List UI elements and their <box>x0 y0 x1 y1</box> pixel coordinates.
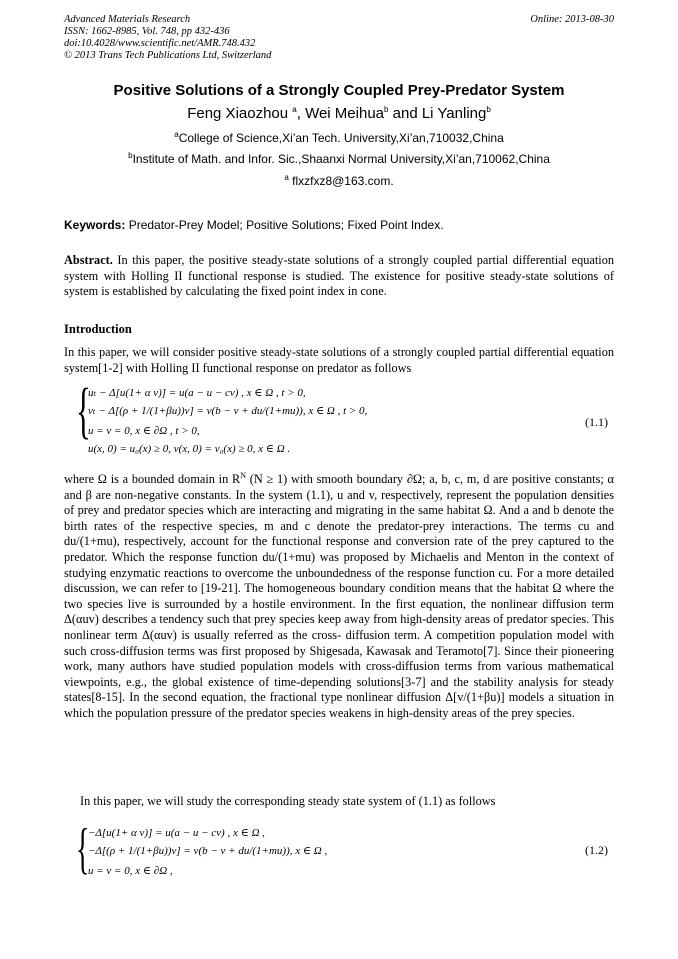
keywords-label: Keywords: <box>64 218 126 232</box>
equation-brace: { <box>76 818 90 880</box>
email-sup: a <box>284 173 289 182</box>
p2-start: where Ω is a bounded domain in R <box>64 472 241 486</box>
intro-paragraph-2 <box>64 472 614 722</box>
author-sep-2: and <box>388 105 422 122</box>
copyright-line: © 2013 Trans Tech Publications Ltd, Switzerland <box>64 50 272 61</box>
section-heading-introduction: Introduction <box>64 322 132 336</box>
author-1-sup: a <box>292 105 297 114</box>
eq-1-1-line-4: u(x, 0) = u₀(x) ≥ 0, v(x, 0) = v₀(x) ≥ 0, x ∈ Ω . <box>88 443 291 455</box>
doi-line: doi:10.4028/www.scientific.net/AMR.748.432 <box>64 38 256 49</box>
intro-paragraph-1: In this paper, we will consider positive steady-state solutions of a strongly coupled partial differential equation system[1-2] with Holling II functional response on predator as follows <box>64 345 614 375</box>
author-3-sup: b <box>486 105 491 114</box>
keywords-text: Predator-Prey Model; Positive Solutions; Fixed Point Index. <box>128 218 444 232</box>
aff-a-sup: a <box>174 130 179 139</box>
p2-superscript: N <box>240 470 246 480</box>
journal-name: Advanced Materials Research <box>64 14 191 25</box>
author-sep-1: , <box>296 105 306 122</box>
abstract <box>64 253 614 300</box>
email-text: flxzfxz8@163.com. <box>292 174 394 188</box>
author-1: Feng Xiaozhou <box>187 105 289 122</box>
aff-b-sup: b <box>128 151 133 160</box>
equation-brace: { <box>76 377 91 445</box>
author-2-sup: b <box>384 105 389 114</box>
issn-line: ISSN: 1662-8985, Vol. 748, pp 432-436 <box>64 26 230 37</box>
journal-header <box>64 14 271 62</box>
eq-1-2-line-2: −Δ[(ρ + 1/(1+βu))v] = v(b − v + du/(1+mu)), x ∈ Ω , <box>88 845 328 857</box>
equation-number-1-2: (1.2) <box>585 843 608 857</box>
online-date: Online: 2013-08-30 <box>530 14 614 25</box>
eq-1-2-line-1: −Δ[u(1+ α v)] = u(a − u − cv) , x ∈ Ω , <box>88 827 265 839</box>
affiliation-b <box>0 152 678 166</box>
keywords <box>64 218 444 232</box>
eq-1-1-line-2: vₜ − Δ[(ρ + 1/(1+βu))v] = v(b − v + du/(1+mu)), x ∈ Ω , t > 0, <box>88 405 368 417</box>
author-list <box>0 105 678 122</box>
author-3: Li Yanling <box>421 105 487 122</box>
affiliation-a <box>0 131 678 145</box>
intro-paragraph-3: In this paper, we will study the corresponding steady state system of (1.1) as follows <box>80 794 496 808</box>
abstract-text: In this paper, the positive steady-state solutions of a strongly coupled partial differential equation system with Holling II functional response is studied. The existence for positive steady-state solutions of system is established by calculating the fixed point index in cone. <box>64 253 614 299</box>
paper-title: Positive Solutions of a Strongly Coupled Prey-Predator System <box>113 82 565 99</box>
eq-1-2-line-3: u = v = 0, x ∈ ∂Ω , <box>88 865 173 877</box>
author-email <box>0 174 678 188</box>
abstract-label: Abstract. <box>64 253 113 267</box>
eq-1-1-line-3: u = v = 0, x ∈ ∂Ω , t > 0, <box>88 425 200 437</box>
author-2: Wei Meihua <box>305 105 385 122</box>
p2-rest: (N ≥ 1) with smooth boundary ∂Ω; a, b, c, m, d are positive constants; α and β are non-negative constants. In the system (1.1), u and v, respectively, represent the population densities of prey and predator species which are interacting and migrating in the same habitat Ω. And a and b denote the birth rates of the respective species, m and c denote the predator-prey interactions. The terms cu and du/(1+mu), respectively, account for the functional response and conversion rate of the prey captured to the predator. Which the response function du/(1+mu) was proposed by Michaelis and Menton in the context of studying enzymatic reactions to overcome the unboundedness of the response function cu. For a more detailed discussion, we can refer to [19-21]. The homogeneous boundary condition means that the habitat Ω where the two species live is surrounded by a hostile environment. In the first equation, the nonlinear diffusion term Δ(αuv) describes a tendency such that prey species keep away from high-density areas of predator species. This nonlinear term Δ(αuv) is usually referred as the cross- diffusion term. A competition population model with such cross-diffusion terms was first proposed by Shigesada, Kawasak and Teramoto[7]. Since their pioneering work, many authors have studied population models with cross-diffusion terms from various mathematical viewpoints, e.g., the global existence of time-depending solutions[3-7] and the stability analysis for steady states[8-15]. In the second equation, the fractional type nonlinear diffusion Δ[v/(1+βu)] models a situation in which the population pressure of the predator species weakens in high-density areas of the prey species. <box>64 472 615 720</box>
eq-1-1-line-1: uₜ − Δ[u(1+ α v)] = u(a − u − cv) , x ∈ Ω , t > 0, <box>88 387 306 399</box>
equation-number-1-1: (1.1) <box>585 415 608 429</box>
aff-a-text: College of Science,Xi’an Tech. University,Xi’an,710032,China <box>178 131 504 145</box>
aff-b-text: Institute of Math. and Infor. Sic.,Shaanxi Normal University,Xi’an,710062,China <box>132 152 550 166</box>
